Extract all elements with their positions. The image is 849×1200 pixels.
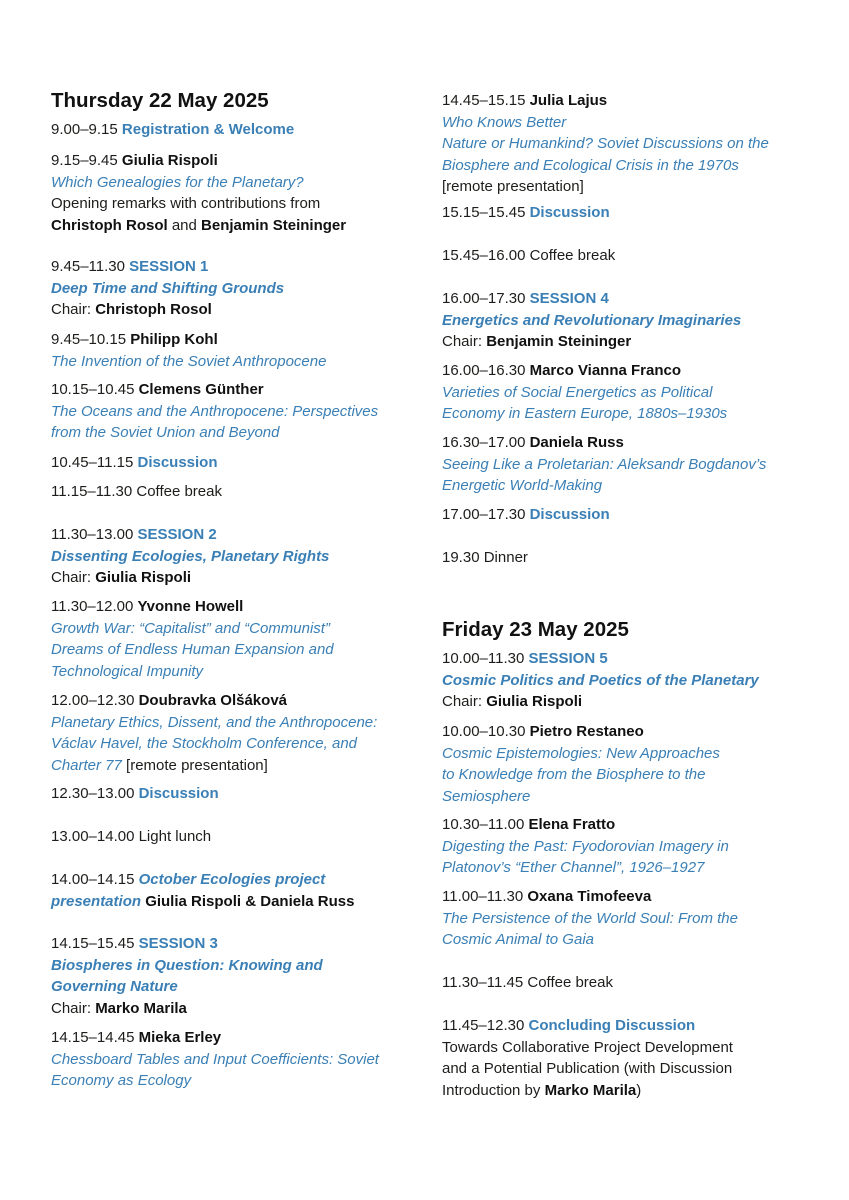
talk-title: The Invention of the Soviet Anthropocene <box>51 352 327 370</box>
time: 14.15–14.45 <box>51 1029 135 1046</box>
talk-title: The Persistence of the World Soul: From the <box>442 909 738 927</box>
and-text: and <box>171 216 197 234</box>
speaker: Giulia Rispoli <box>145 892 242 910</box>
session-4-header <box>442 288 741 353</box>
speaker: Elena Fratto <box>528 816 616 833</box>
speaker: Philipp Kohl <box>130 331 218 348</box>
chair-label: Chair: <box>51 999 92 1017</box>
project-presentation <box>51 869 354 912</box>
talk-title: Technological Impunity <box>51 662 204 680</box>
ampersand: & <box>245 892 257 910</box>
talk-title: Economy in Eastern Europe, 1880s–1930s <box>442 405 728 423</box>
discussion-label: Discussion <box>529 506 610 523</box>
talk-title: Václav Havel, the Stockholm Conference, and <box>51 735 357 753</box>
talk-erley <box>51 1027 379 1092</box>
discussion-label: Discussion <box>529 204 610 221</box>
time: 11.45–12.30 <box>442 1017 525 1034</box>
coffee-break-5 <box>442 972 613 994</box>
speaker: Marko Marila <box>544 1081 637 1099</box>
break-label: Coffee break <box>527 974 613 991</box>
time: 9.15–9.45 <box>51 152 118 169</box>
time: 14.15–15.45 <box>51 935 135 952</box>
registration-entry <box>51 119 294 141</box>
break-label: Light lunch <box>138 828 212 845</box>
talk-title: Energetic World-Making <box>442 477 603 495</box>
session-label: SESSION 5 <box>528 650 608 667</box>
talk-kohl <box>51 329 326 372</box>
session-title: Dissenting Ecologies, Planetary Rights <box>51 547 330 565</box>
remote-note: [remote presentation] <box>126 756 268 774</box>
time: 12.00–12.30 <box>51 692 135 709</box>
contributor: Benjamin Steininger <box>201 216 347 234</box>
session-label: SESSION 3 <box>138 935 218 952</box>
talk-title: Platonov’s “Ether Channel”, 1926–1927 <box>442 859 705 877</box>
talk-title: Biosphere and Ecological Crisis in the 1970s <box>442 156 739 174</box>
talk-title: Seeing Like a Proletarian: Aleksandr Bogdanov’s <box>442 455 767 473</box>
time: 15.15–15.45 <box>442 204 526 221</box>
registration-label: Registration & Welcome <box>121 121 295 138</box>
talk-title: Varieties of Social Energetics as Political <box>442 383 713 401</box>
talk-franco <box>442 360 727 425</box>
time: 10.30–11.00 <box>442 816 525 833</box>
talk-restaneo <box>442 721 720 807</box>
talk-title: Dreams of Endless Human Expansion and <box>51 641 334 659</box>
time: 11.30–12.00 <box>51 598 134 615</box>
closing-paren: ) <box>636 1081 642 1099</box>
dinner <box>442 547 528 569</box>
time: 11.30–11.45 <box>442 974 524 991</box>
time: 16.30–17.00 <box>442 434 526 451</box>
session-title: Energetics and Revolutionary Imaginaries <box>442 311 742 329</box>
session-label: SESSION 1 <box>129 258 209 275</box>
speaker: Clemens Günther <box>138 381 264 398</box>
chair-name: Giulia Rispoli <box>486 693 583 711</box>
talk-title: from the Soviet Union and Beyond <box>51 424 280 442</box>
talk-title: Which Genealogies for the Planetary? <box>51 173 304 191</box>
speaker: Yvonne Howell <box>137 598 244 615</box>
talk-guenther <box>51 379 378 444</box>
discussion-4 <box>442 504 610 526</box>
talk-fratto <box>442 814 729 879</box>
speaker: Daniela Russ <box>529 434 624 451</box>
chair-name: Christoph Rosol <box>95 301 212 319</box>
session-title: Cosmic Politics and Poetics of the Planetary <box>442 671 759 689</box>
coffee-break-1 <box>51 481 222 503</box>
time: 10.00–11.30 <box>442 650 525 667</box>
speaker: Oxana Timofeeva <box>527 888 652 905</box>
project-title: October Ecologies project <box>138 871 326 888</box>
speaker: Julia Lajus <box>529 92 608 109</box>
concluding-discussion <box>442 1015 733 1101</box>
talk-title: Charter 77 <box>51 756 122 774</box>
speaker: Mieka Erley <box>138 1029 222 1046</box>
talk-title: Who Knows Better <box>442 113 567 131</box>
talk-title: The Oceans and the Anthropocene: Perspectives <box>51 402 379 420</box>
time: 19.30 <box>442 549 480 566</box>
session-label: SESSION 4 <box>529 290 609 307</box>
talk-title: Semiosphere <box>442 787 531 805</box>
time: 16.00–16.30 <box>442 362 526 379</box>
concluding-text: and a Potential Publication (with Discussion <box>442 1060 733 1078</box>
talk-title: Economy as Ecology <box>51 1072 192 1090</box>
time: 16.00–17.30 <box>442 290 526 307</box>
coffee-break-3 <box>442 245 615 267</box>
talk-howell <box>51 596 334 682</box>
talk-lajus <box>442 90 769 198</box>
opening-entry <box>51 150 346 236</box>
time: 10.45–11.15 <box>51 454 134 471</box>
session-1-header <box>51 256 284 321</box>
session-2-header <box>51 524 329 589</box>
chair-name: Benjamin Steininger <box>486 333 632 351</box>
concluding-text: Towards Collaborative Project Development <box>442 1038 733 1056</box>
talk-title: Nature or Humankind? Soviet Discussions on the <box>442 135 769 153</box>
time: 14.00–14.15 <box>51 871 135 888</box>
time: 11.15–11.30 <box>51 483 133 500</box>
time: 17.00–17.30 <box>442 506 526 523</box>
talk-title: Cosmic Animal to Gaia <box>442 931 594 949</box>
discussion-2 <box>51 783 219 805</box>
project-title: presentation <box>51 892 142 910</box>
chair-name: Marko Marila <box>95 999 187 1017</box>
opening-note: Opening remarks with contributions from <box>51 195 321 213</box>
talk-title: Growth War: “Capitalist” and “Communist” <box>51 619 330 637</box>
discussion-label: Discussion <box>138 785 219 802</box>
chair-label: Chair: <box>51 301 92 319</box>
talk-title: to Knowledge from the Biosphere to the <box>442 766 706 784</box>
speaker: Giulia Rispoli <box>121 152 218 169</box>
talk-title: Chessboard Tables and Input Coefficients: Soviet <box>51 1050 379 1068</box>
time: 10.15–10.45 <box>51 381 135 398</box>
time: 9.00–9.15 <box>51 121 118 138</box>
chair-label: Chair: <box>51 569 92 587</box>
time: 10.00–10.30 <box>442 723 526 740</box>
speaker: Marco Vianna Franco <box>529 362 682 379</box>
session-title: Governing Nature <box>51 978 178 996</box>
chair-label: Chair: <box>442 693 483 711</box>
speaker: Doubravka Olšáková <box>138 692 287 709</box>
time: 11.30–13.00 <box>51 526 134 543</box>
time: 12.30–13.00 <box>51 785 135 802</box>
time: 9.45–10.15 <box>51 331 127 348</box>
session-3-header <box>51 933 323 1019</box>
concluding-label: Concluding Discussion <box>528 1017 696 1034</box>
session-title: Biospheres in Question: Knowing and <box>51 956 323 974</box>
talk-timofeeva <box>442 886 738 951</box>
remote-note: [remote presentation] <box>442 178 584 196</box>
day-title-friday: Friday 23 May 2025 <box>442 618 629 641</box>
time: 11.00–11.30 <box>442 888 524 905</box>
discussion-3 <box>442 202 610 224</box>
speaker: Pietro Restaneo <box>529 723 644 740</box>
day-title-thursday: Thursday 22 May 2025 <box>51 89 269 112</box>
time: 13.00–14.00 <box>51 828 135 845</box>
chair-label: Chair: <box>442 333 483 351</box>
time: 15.45–16.00 <box>442 247 526 264</box>
session-5-header <box>442 648 759 713</box>
speaker: Daniela Russ <box>260 892 355 910</box>
talk-olsakova <box>51 690 377 776</box>
session-label: SESSION 2 <box>137 526 217 543</box>
talk-title: Cosmic Epistemologies: New Approaches <box>442 744 720 762</box>
time: 14.45–15.15 <box>442 92 526 109</box>
session-title: Deep Time and Shifting Grounds <box>51 279 285 297</box>
lunch <box>51 826 211 848</box>
contributor: Christoph Rosol <box>51 216 168 234</box>
discussion-label: Discussion <box>137 454 218 471</box>
chair-name: Giulia Rispoli <box>95 569 192 587</box>
concluding-text: Introduction by <box>442 1081 541 1099</box>
break-label: Coffee break <box>136 483 222 500</box>
break-label: Coffee break <box>529 247 616 264</box>
talk-title: Planetary Ethics, Dissent, and the Anthropocene: <box>51 713 378 731</box>
break-label: Dinner <box>483 549 528 566</box>
discussion-1 <box>51 452 218 474</box>
talk-russ <box>442 432 766 497</box>
time: 9.45–11.30 <box>51 258 125 275</box>
talk-title: Digesting the Past: Fyodorovian Imagery in <box>442 837 729 855</box>
